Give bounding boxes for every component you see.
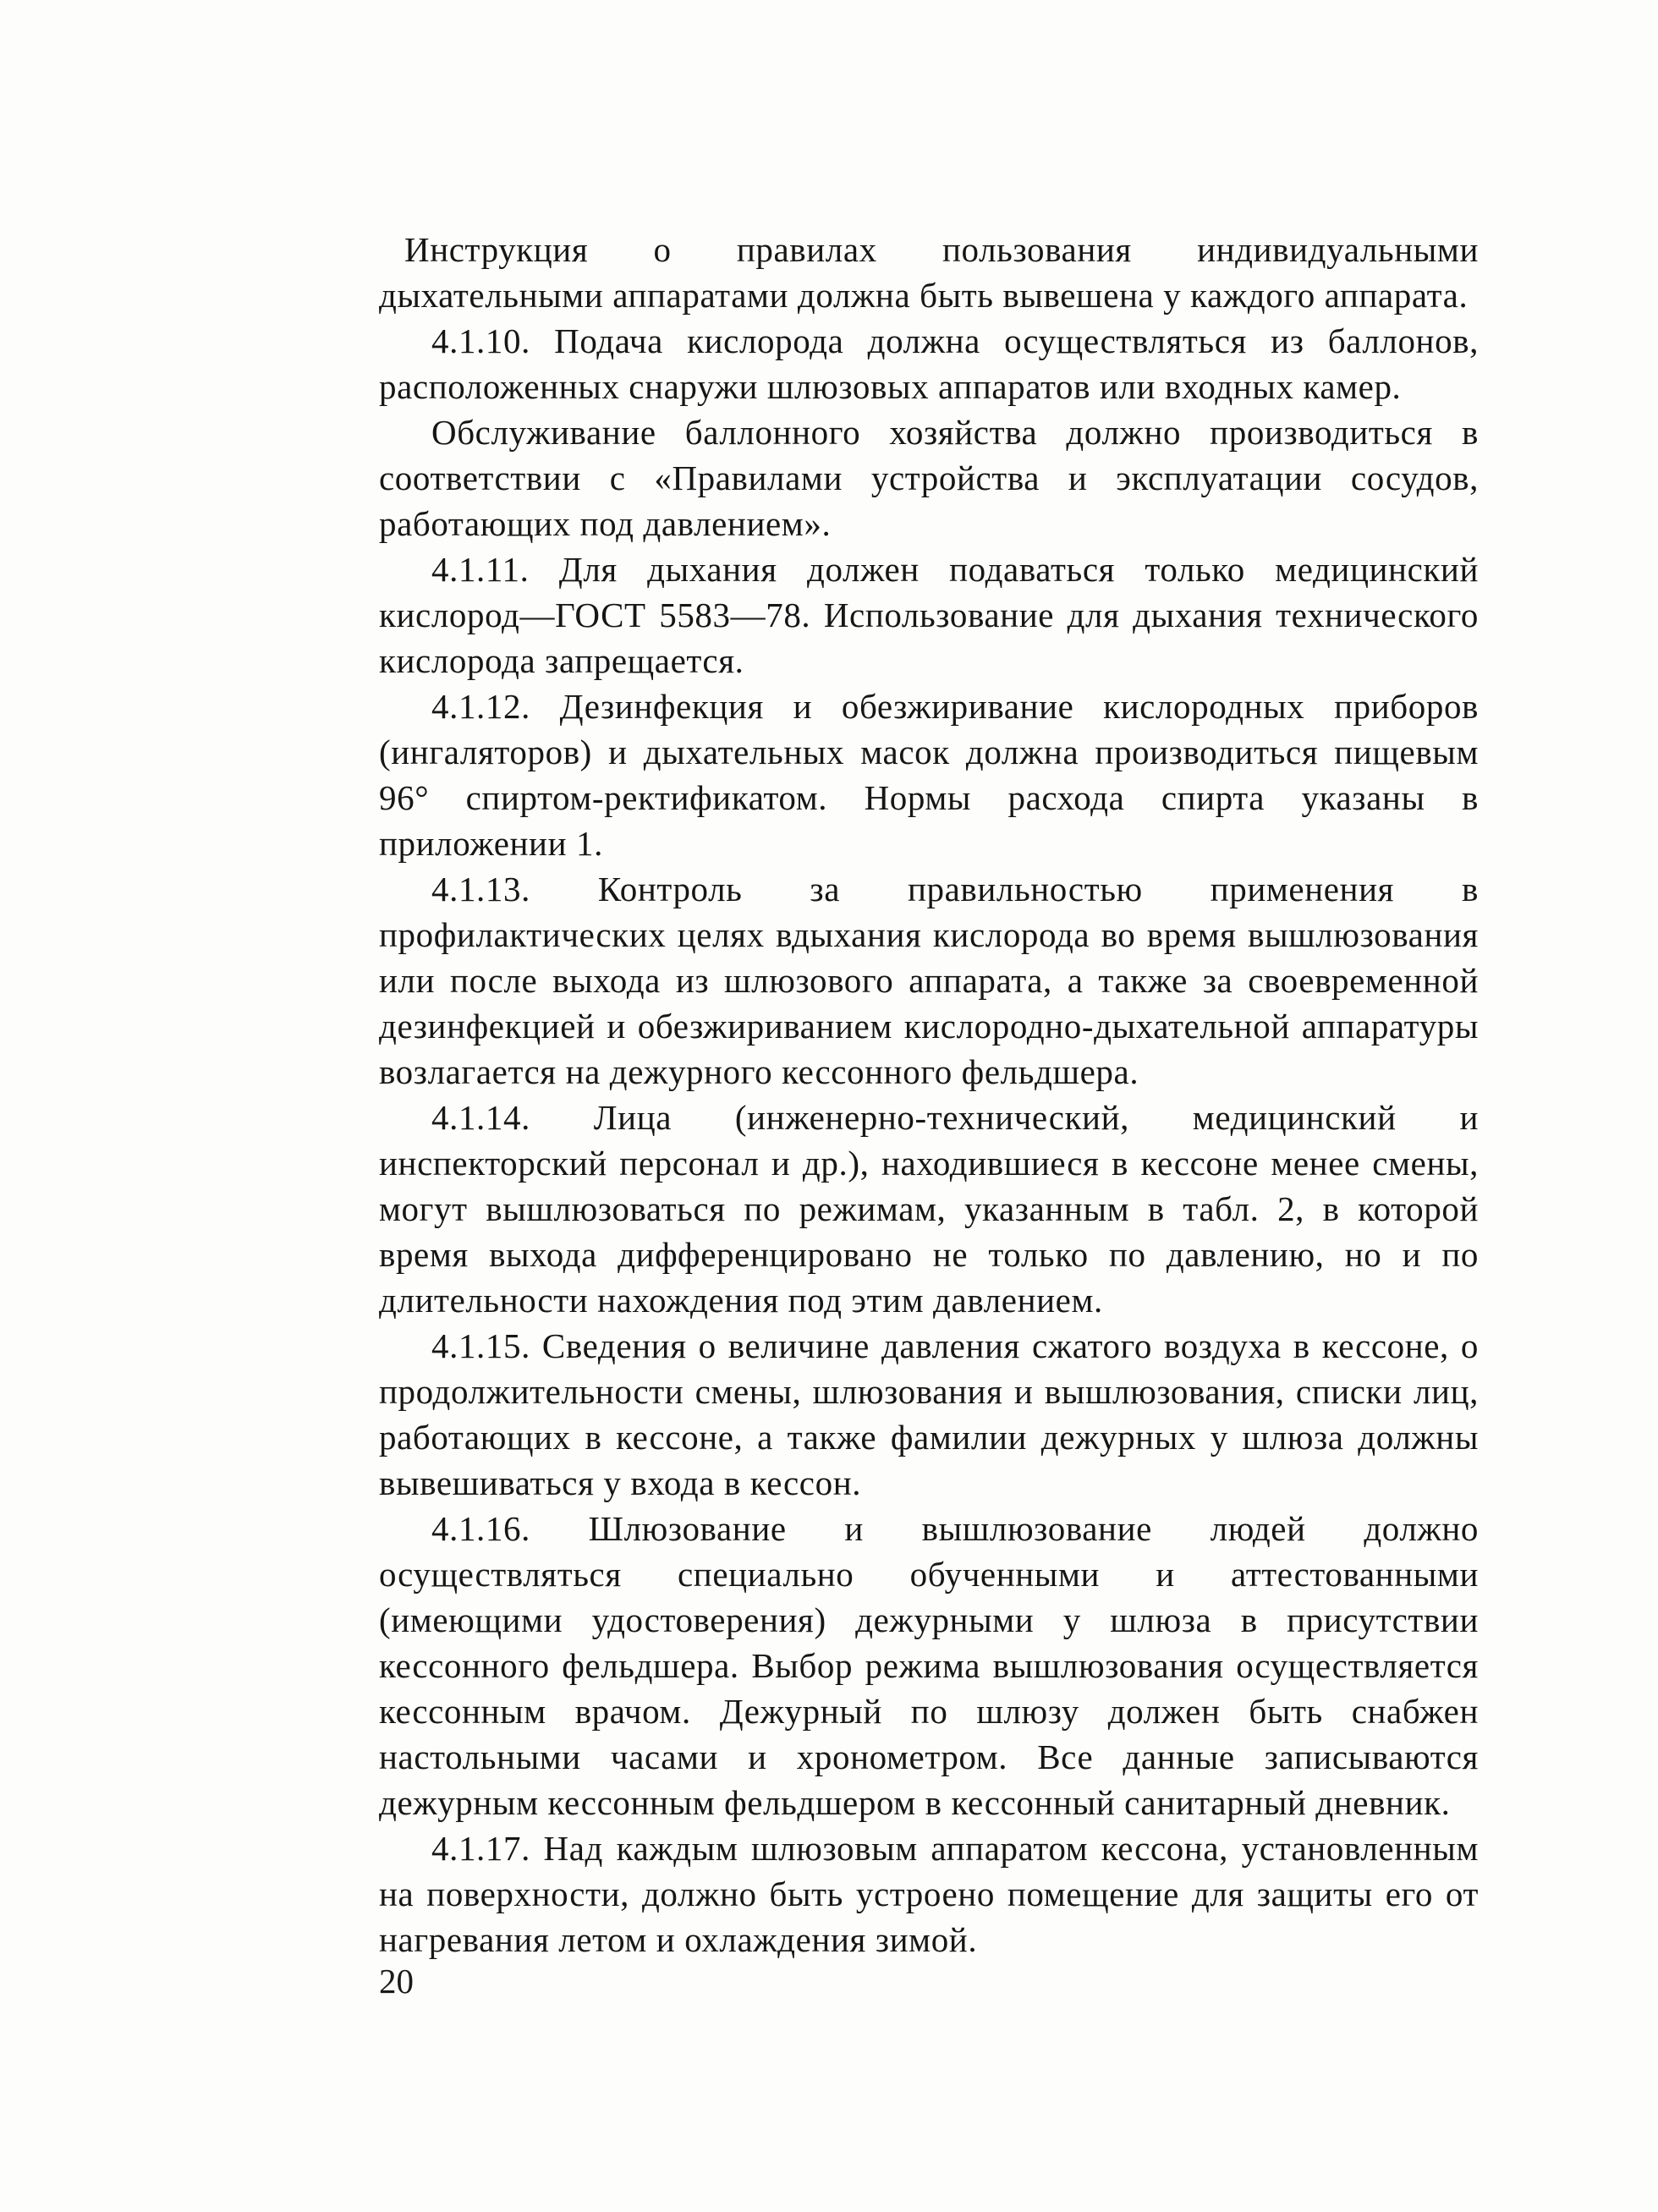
page-number: 20 <box>379 1962 414 2001</box>
paragraph-4-1-16: 4.1.16. Шлюзование и вышлюзование людей должно осуществляться специально обученными и аттестованными (имеющими удостоверения) дежурными у шлюза в присутствии кессонного фельдшера. Выбор режима вышлюзования осуществляется кессонным врачом. Дежурный по шлюзу должен быть снабжен настольными часами и хронометром. Все данные записываются дежурным кессонным фельдшером в кессонный санитарный дневник. <box>379 1509 1479 1822</box>
paragraph-4-1-17: 4.1.17. Над каждым шлюзовым аппаратом кессона, установленным на поверхности, должно быть устроено помещение для защиты его от нагревания летом и охлаждения зимой. <box>379 1829 1479 1959</box>
paragraph-instruction: Инструкция о правилах пользования индивидуальными дыхательными аппаратами должна быть вывешена у каждого аппарата. <box>379 230 1479 315</box>
paragraph-4-1-11: 4.1.11. Для дыхания должен подаваться только медицинский кислород—ГОСТ 5583—78. Использование для дыхания технического кислорода запрещается. <box>379 550 1479 680</box>
paragraph-4-1-10: 4.1.10. Подача кислорода должна осуществляться из баллонов, расположенных снаружи шлюзовых аппаратов или входных камер. <box>379 321 1479 406</box>
paragraph-4-1-15: 4.1.15. Сведения о величине давления сжатого воздуха в кессоне, о продолжительности смены, шлюзования и вышлюзования, списки лиц, работающих в кессоне, а также фамилии дежурных у шлюза должны вывешиваться у входа в кессон. <box>379 1326 1479 1502</box>
body-text <box>379 227 1479 1962</box>
paragraph-cylinder-maintenance: Обслуживание баллонного хозяйства должно производиться в соответствии с «Правилами устройства и эксплуатации сосудов, работающих под давлением». <box>379 413 1479 543</box>
paragraph-4-1-14: 4.1.14. Лица (инженерно-технический, медицинский и инспекторский персонал и др.), находившиеся в кессоне менее смены, могут вышлюзоваться по режимам, указанным в табл. 2, в которой время выхода дифференцировано не только по давлению, но и по длительности нахождения под этим давлением. <box>379 1098 1479 1320</box>
paragraph-4-1-12: 4.1.12. Дезинфекция и обезжиривание кислородных приборов (ингаляторов) и дыхательных масок должна производиться пищевым 96° спиртом-ректификатом. Нормы расхода спирта указаны в приложении 1. <box>379 687 1479 863</box>
paragraph-4-1-13: 4.1.13. Контроль за правильностью применения в профилактических целях вдыхания кислорода во время вышлюзования или после выхода из шлюзового аппарата, а также за своевременной дезинфекцией и обезжириванием кислородно-дыхательной аппаратуры возлагается на дежурного кессонного фельдшера. <box>379 870 1479 1091</box>
